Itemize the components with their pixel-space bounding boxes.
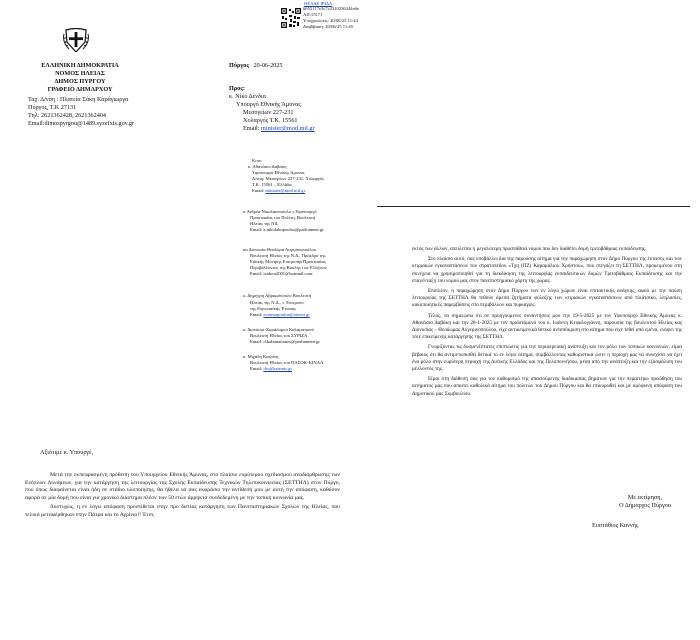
recipient-line: κ. Νίκο Δένδια [229, 93, 266, 100]
cc-line: Δ/νση: Μεσογείων 227-231, Χολαργός [252, 176, 325, 182]
cc-heading: Κοιν: [252, 158, 263, 163]
cc-line: κ. Αθανάσιο Δαβάκη [248, 164, 287, 170]
email-label: Email: [252, 188, 265, 194]
letter-date [229, 62, 282, 70]
body-paragraph: Είμαι στη διάθεσή σας για τον καθορισμό της απαιτούμενης διαδικασίας βημάτων για την περαιτέρω προώθηση του αιτήματος μας που απαιτεί καθολικά αίτημα του πολιτών του Δήμου Πύργου και θα επικυρωθεί και με ομόφωνη απόφαση του Δημοτικού μας Συμβουλίου. [412, 376, 682, 397]
cc-email-link[interactable]: avramopoulos@otenet.gr [263, 311, 310, 317]
body-paragraph: Στο πλαίσιο αυτό, σας υποβάλλω δια της παρούσης αίτημα για την παραχώρηση στον Δήμο Πύργου της έκτασης και των κτιριακών εγκαταστάσεων του στρατοπέδου «Τχη (ΠΖ) Καραμάλιου Χρήστου», που στεγάζει τη ΣΕΤΤΗΛ, προκειμένου στη συνέχεια να χρησιμοποιηθεί για τη διεκδίκηση της λειτουργίας εκπαιδευτικών δομών Τριτοβάθμιας Εκπαίδευσης και την επανένταξη του νομού μας στον πανεπιστημιακό χάρτη της χώρας. [412, 256, 682, 284]
email-label: Email: [28, 120, 45, 127]
issuer-line: ΝΟΜΟΣ ΗΛΕΙΑΣ [55, 70, 105, 77]
stamp-line: Διαβίβαση: 20/06/25 11:45 [303, 24, 353, 30]
email-label: Email: [250, 271, 263, 277]
stamp-line: Υποχρεώσεις: 20/06/25 11:44 [303, 18, 358, 24]
issuer-line: ΓΡΑΦΕΙΟ ΔΗΜΑΡΧΟΥ [47, 86, 113, 93]
body-paragraph: Γνωρίζοντας τις δυσμενέστατες επιπτώσεις για την περιφερειακή ανάπτυξη και τον ρόλο των τοπικών κοινωνιών, είμαι βέβαιος ότι θα αντιμετωπισθεί θετικά το εν λόγω αίτημα, συμβάλλοντας καθοριστικά ώστε η περιοχή μας να συνεχίσει να έχει ένα ρόλο στην ευρύτερη περιοχή της Δυτικής Ελλάδος και της Πελοποννήσου, μέσα από την ανάπτυξη και την εξασφάλιση του μέλλοντός της. [412, 344, 682, 373]
cc-line: κ. Δημήτρη Αβραμόπουλο Βουλευτή [243, 293, 312, 299]
body-paragraph: Τέλος, να σημειώσω ότι σε προηγούμενες συναντήσεις μου την 19-5-2025 με τον Υφυπουργό Εθνικής Άμυνας κ. Αθανάσιο Δαβάκη και την 28-1-2025 με τον προϊστάμενό του κ. Ιωάννη Κεφαλογιάννη, παρουσία της βουλευτού Ηλείας κας Διονυσίας – Θεοδώρας Αυγερινοπούλου, είχε αντικειμενικά θετικό ανταπόκριση στο αίτημα που είχε τεθεί από εμένα, ενόψει της τότε επικείμενης κατάργησης της ΣΕΤΤΗΛ. [412, 312, 682, 341]
stamp-title: ΘΕΑΔΕ ΙΡΙΔΑ [304, 1, 333, 6]
recipient-line: Μεσογείων 227-231 [243, 109, 294, 116]
cc-line: Βουλευτή Ηλείας της Ν.Δ., Πρόεδρο της [250, 253, 326, 259]
address-line: Τηλ: 2621362428, 2621362404 [28, 112, 107, 119]
cc-email-link[interactable]: a.nikolakopoulos@parliament.gr [263, 226, 324, 232]
greek-crest-icon [63, 28, 89, 52]
body-paragraph: εκτός των άλλων, απειλείται η μεγαλύτερη προσπάθεια νομού που δεν διαθέτει δομή τριτοβάθμιας εκπαίδευσης. [412, 246, 647, 252]
cc-line: Τ.Κ. 15561 – Ελλάδα, [252, 182, 293, 188]
cc-email-link[interactable]: ilis@katrinis.gr [263, 366, 293, 372]
cc-line: κ. Μιχάλη Κατρίνη [243, 354, 279, 360]
cc-line: Ειδικής Μόνιμης Επιτροπής Προστασίας [250, 259, 326, 265]
issuer-email-link[interactable]: dimospyrgou@1489.syzefxis.gov.gr [44, 120, 135, 127]
stamp-details [303, 6, 359, 30]
cc-line: κα Διονυσία Θεοδώρα Αυγερινοπούλου [243, 246, 317, 252]
email-label: Email: [250, 226, 263, 232]
recipient-line: Χολαργός Τ.Κ. 15561 [243, 117, 298, 124]
stamp-line: 6655117e3c7c2310236244e6e [303, 6, 359, 11]
closing-regards: Με εκτίμηση, [627, 494, 663, 501]
qr-code-icon [281, 8, 301, 28]
cc-line: κ.Ανδρέα Νικολακόπουλο τ.Υφυπουργό [243, 208, 317, 214]
body-paragraph: Επιπλέον, η παραχώρηση στον Δήμο Πύργου των εν λόγω χώρων είναι επιτακτικής ανάγκης, αφού με την παύση λειτουργίας της ΣΕΤΤΗΛ θα τεθούν άμεσα ζητήματα φύλαξης των κτιριακών εγκαταστάσεων από πλιάτσικο, λεηλασίες, κακοποιητικές παρεμβάσεις στο περιβάλλον και πυρκαγιές. [412, 288, 682, 309]
recipient-email-link[interactable]: minister@mod.mil.gr [261, 125, 315, 132]
signatory-name: Ευστάθιος Καννής [592, 522, 639, 529]
address-line: Ταχ. Δ/νση : Πλατεία Σάκη Καράγιωργα [28, 96, 129, 103]
address-line: Πύργος, Τ.Κ.27131 [28, 104, 77, 111]
cc-list [243, 158, 327, 372]
cc-line: Περιβάλλοντος της Βουλής των Ελλήνων [250, 265, 327, 271]
issuer-address [28, 96, 134, 128]
cc-line: Ηλείας της ΝΔ [250, 220, 278, 226]
cc-line: της Ευρωπαϊκής Ένωσης [250, 305, 297, 311]
cc-line: Ηλείας της Ν.Δ., τ. Επίτροπο [250, 299, 304, 305]
salutation: Αξιότιμε κ. Υπουργέ, [40, 449, 94, 456]
email-label: Email: [250, 311, 263, 317]
email-label: Email: [250, 338, 263, 344]
cc-line: Βουλευτή Ηλείας του ΣΥΡΙΖΑ [250, 332, 308, 338]
issuer-heading [15, 62, 145, 94]
cc-email-link[interactable]: minister@mod.mil.gr [265, 188, 306, 194]
cc-line: κ. Διονύσιο-Χαράλαμπο Καλαματιανό [243, 326, 314, 332]
cc-email-link[interactable]: isidora2001@hotmail.com [263, 271, 313, 277]
issuer-line: ΔΗΜΟΣ ΠΥΡΓΟΥ [54, 78, 106, 85]
stamp-line: ΑΠ:15171 [303, 12, 323, 18]
body-paragraph: Μετά την εκπεφρασμένη πρόθεση του Υπουργείου Εθνικής Άμυνας, στο πλαίσιο ευρύτερου σχεδιασμού αναδιάρθρωσης των Ενόπλων Δυνάμεων, για την κατάργηση της λειτουργίας της Σχολής Εκπαίδευσης Τεχνικών Τηλεπικοινωνίας (ΣΕΤΤΗΛ) στον Πύργο, που όπως διαφαίνεται είναι ήδη σε στάδιο υλοποίησης, θα ήθελα να σας εκφράσω την αντίθεσή μου με αυτή την απόφαση, καθόσον αφορά σε μία δομή που είναι για χρονικό διάστημα πλέον των 50 ετών άρρηκτα συνδεδεμένη με την τοπική κοινωνία μας. [25, 472, 340, 501]
cc-entry [243, 327, 327, 345]
recipient-block [229, 85, 315, 133]
email-label: Email: [250, 366, 263, 372]
date-value: 20-06-2025 [253, 62, 283, 69]
cc-line: Βουλευτή Ηλείας του ΠΑΣΟΚ-ΚΙΝΑΛ [250, 360, 324, 366]
email-label: Email: [243, 125, 260, 132]
cc-line: Υφυπουργό Εθνικής Άμυνας [252, 170, 305, 176]
cc-entry [243, 293, 327, 317]
cc-entry [243, 354, 327, 372]
recipient-line: Υπουργό Εθνικής Άμυνας [236, 101, 301, 108]
cc-entry [243, 247, 327, 277]
page-divider [377, 206, 690, 207]
cc-email-link[interactable]: d.kalamatianos@parliament.gr [263, 338, 320, 344]
recipient-heading: Προς: [229, 85, 245, 92]
date-label: Πύργος [229, 62, 249, 69]
closing-block [600, 494, 690, 510]
body-paragraph: Δυστυχώς, η εν λόγω απόφαση προστίθεται στην προ διετίας κατάργηση των Πανεπιστημιακών Σχολών της Ηλείας, που τελικά μεταφέρθηκαν στην Πάτρα και το Αγρίνιο!! Έτσι, [25, 504, 340, 518]
cc-entry [243, 209, 327, 233]
letter-body-left [25, 472, 340, 520]
letter-body-right [412, 246, 682, 398]
closing-role: Ο Δήμαρχος Πύργου [619, 502, 671, 509]
cc-line: Προστασίας του Πολίτη, Βουλευτή [250, 214, 316, 220]
issuer-line: ΕΛΛΗΝΙΚΗ ΔΗΜΟΚΡΑΤΙΑ [41, 62, 119, 69]
cc-entry [243, 164, 327, 194]
